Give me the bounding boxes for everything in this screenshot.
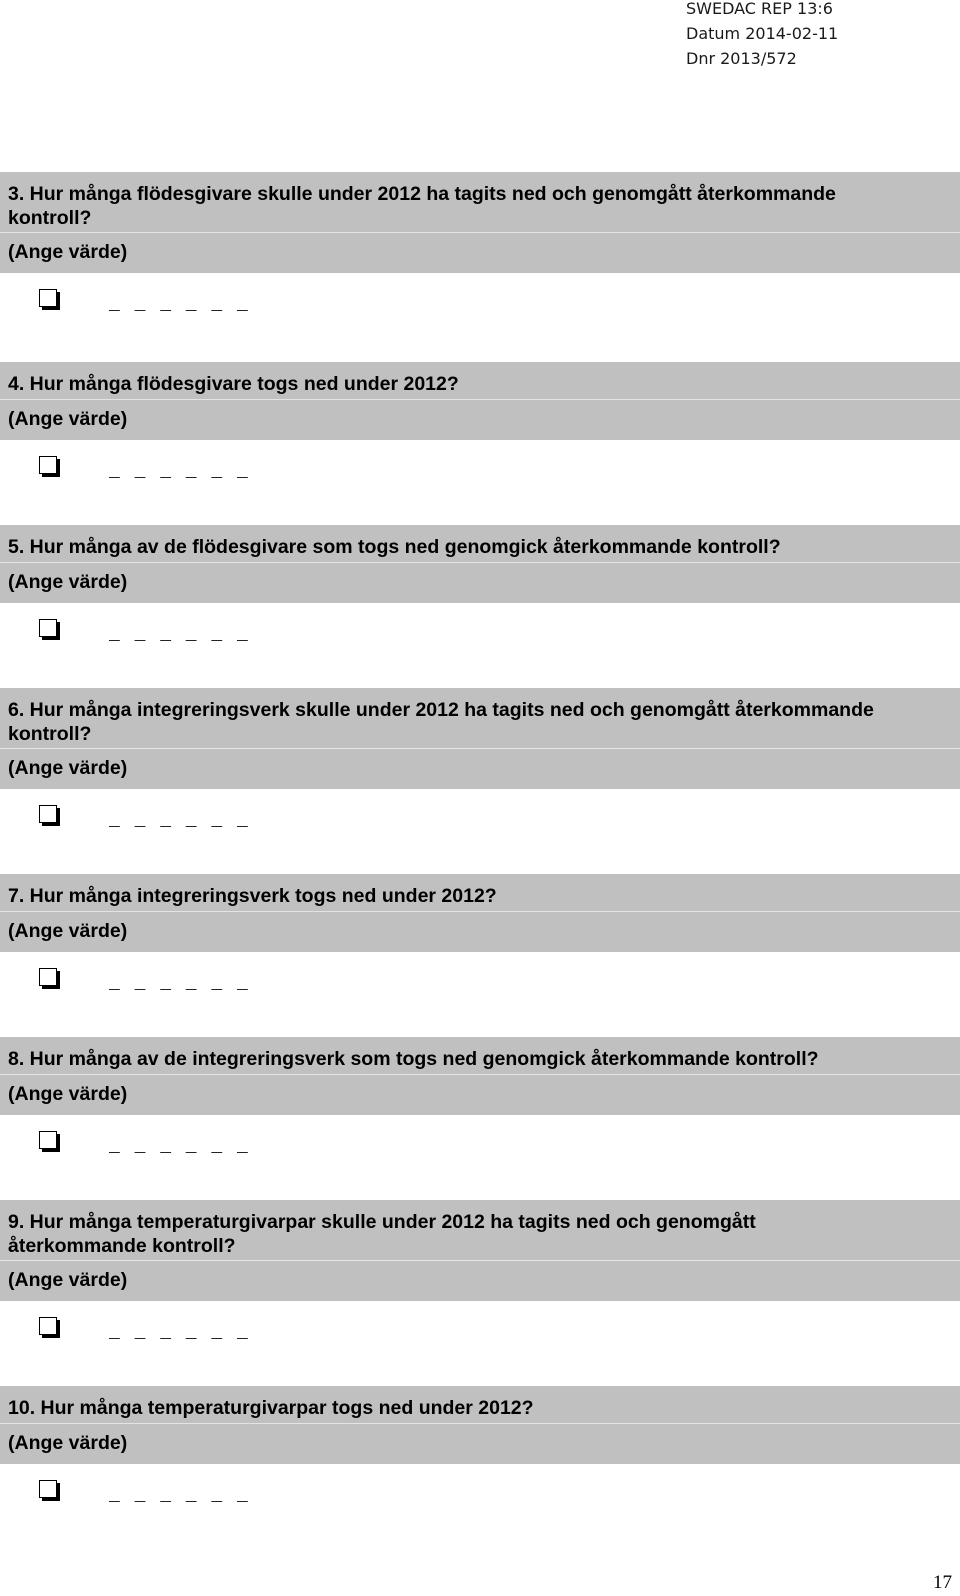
answer-checkbox[interactable] xyxy=(39,1131,57,1149)
question-hint: (Ange värde) xyxy=(0,399,960,440)
question-title: 7. Hur många integreringsverk togs ned under 2012? xyxy=(0,874,960,911)
document-date: Datum 2014-02-11 xyxy=(686,24,839,43)
question-3 xyxy=(0,172,960,331)
answer-checkbox[interactable] xyxy=(39,456,57,474)
answer-blank[interactable]: _ _ _ _ _ _ xyxy=(109,295,250,315)
question-6 xyxy=(0,688,960,847)
question-10 xyxy=(0,1386,960,1522)
question-title: 5. Hur många av de flödesgivare som togs ned genomgick återkommande kontroll? xyxy=(0,525,960,562)
document-header xyxy=(686,0,838,71)
question-7 xyxy=(0,874,960,1010)
question-8 xyxy=(0,1037,960,1173)
question-5 xyxy=(0,525,960,661)
answer-row xyxy=(0,952,960,1010)
question-title: 3. Hur många flödesgivare skulle under 2012 ha tagits ned och genomgått återkommande kontroll? xyxy=(0,172,960,232)
page-number: 17 xyxy=(933,1572,952,1593)
answer-checkbox[interactable] xyxy=(39,805,57,823)
answer-checkbox[interactable] xyxy=(39,1480,57,1498)
answer-blank[interactable]: _ _ _ _ _ _ xyxy=(109,1486,250,1506)
answer-row xyxy=(0,440,960,498)
answer-checkbox[interactable] xyxy=(39,619,57,637)
question-hint: (Ange värde) xyxy=(0,748,960,789)
answer-row xyxy=(0,789,960,847)
report-id: SWEDAC REP 13:6 xyxy=(686,0,833,18)
question-title: 4. Hur många flödesgivare togs ned under 2012? xyxy=(0,362,960,399)
question-4 xyxy=(0,362,960,498)
answer-row xyxy=(0,603,960,661)
question-hint: (Ange värde) xyxy=(0,911,960,952)
registration-number: Dnr 2013/572 xyxy=(686,49,797,68)
question-hint: (Ange värde) xyxy=(0,1423,960,1464)
answer-row xyxy=(0,1301,960,1359)
answer-checkbox[interactable] xyxy=(39,289,57,307)
question-title: 6. Hur många integreringsverk skulle under 2012 ha tagits ned och genomgått återkommande kontroll? xyxy=(0,688,960,748)
answer-checkbox[interactable] xyxy=(39,1317,57,1335)
question-9 xyxy=(0,1200,960,1359)
question-title: 8. Hur många av de integreringsverk som togs ned genomgick återkommande kontroll? xyxy=(0,1037,960,1074)
answer-blank[interactable]: _ _ _ _ _ _ xyxy=(109,1137,250,1157)
answer-row xyxy=(0,1464,960,1522)
question-hint: (Ange värde) xyxy=(0,1074,960,1115)
answer-checkbox[interactable] xyxy=(39,968,57,986)
answer-blank[interactable]: _ _ _ _ _ _ xyxy=(109,462,250,482)
question-title: 10. Hur många temperaturgivarpar togs ned under 2012? xyxy=(0,1386,960,1423)
answer-blank[interactable]: _ _ _ _ _ _ xyxy=(109,625,250,645)
answer-row xyxy=(0,273,960,331)
answer-blank[interactable]: _ _ _ _ _ _ xyxy=(109,974,250,994)
question-hint: (Ange värde) xyxy=(0,562,960,603)
answer-blank[interactable]: _ _ _ _ _ _ xyxy=(109,1323,250,1343)
question-hint: (Ange värde) xyxy=(0,1260,960,1301)
answer-row xyxy=(0,1115,960,1173)
answer-blank[interactable]: _ _ _ _ _ _ xyxy=(109,811,250,831)
question-title: 9. Hur många temperaturgivarpar skulle under 2012 ha tagits ned och genomgått återkommande kontroll? xyxy=(0,1200,960,1260)
question-hint: (Ange värde) xyxy=(0,232,960,273)
